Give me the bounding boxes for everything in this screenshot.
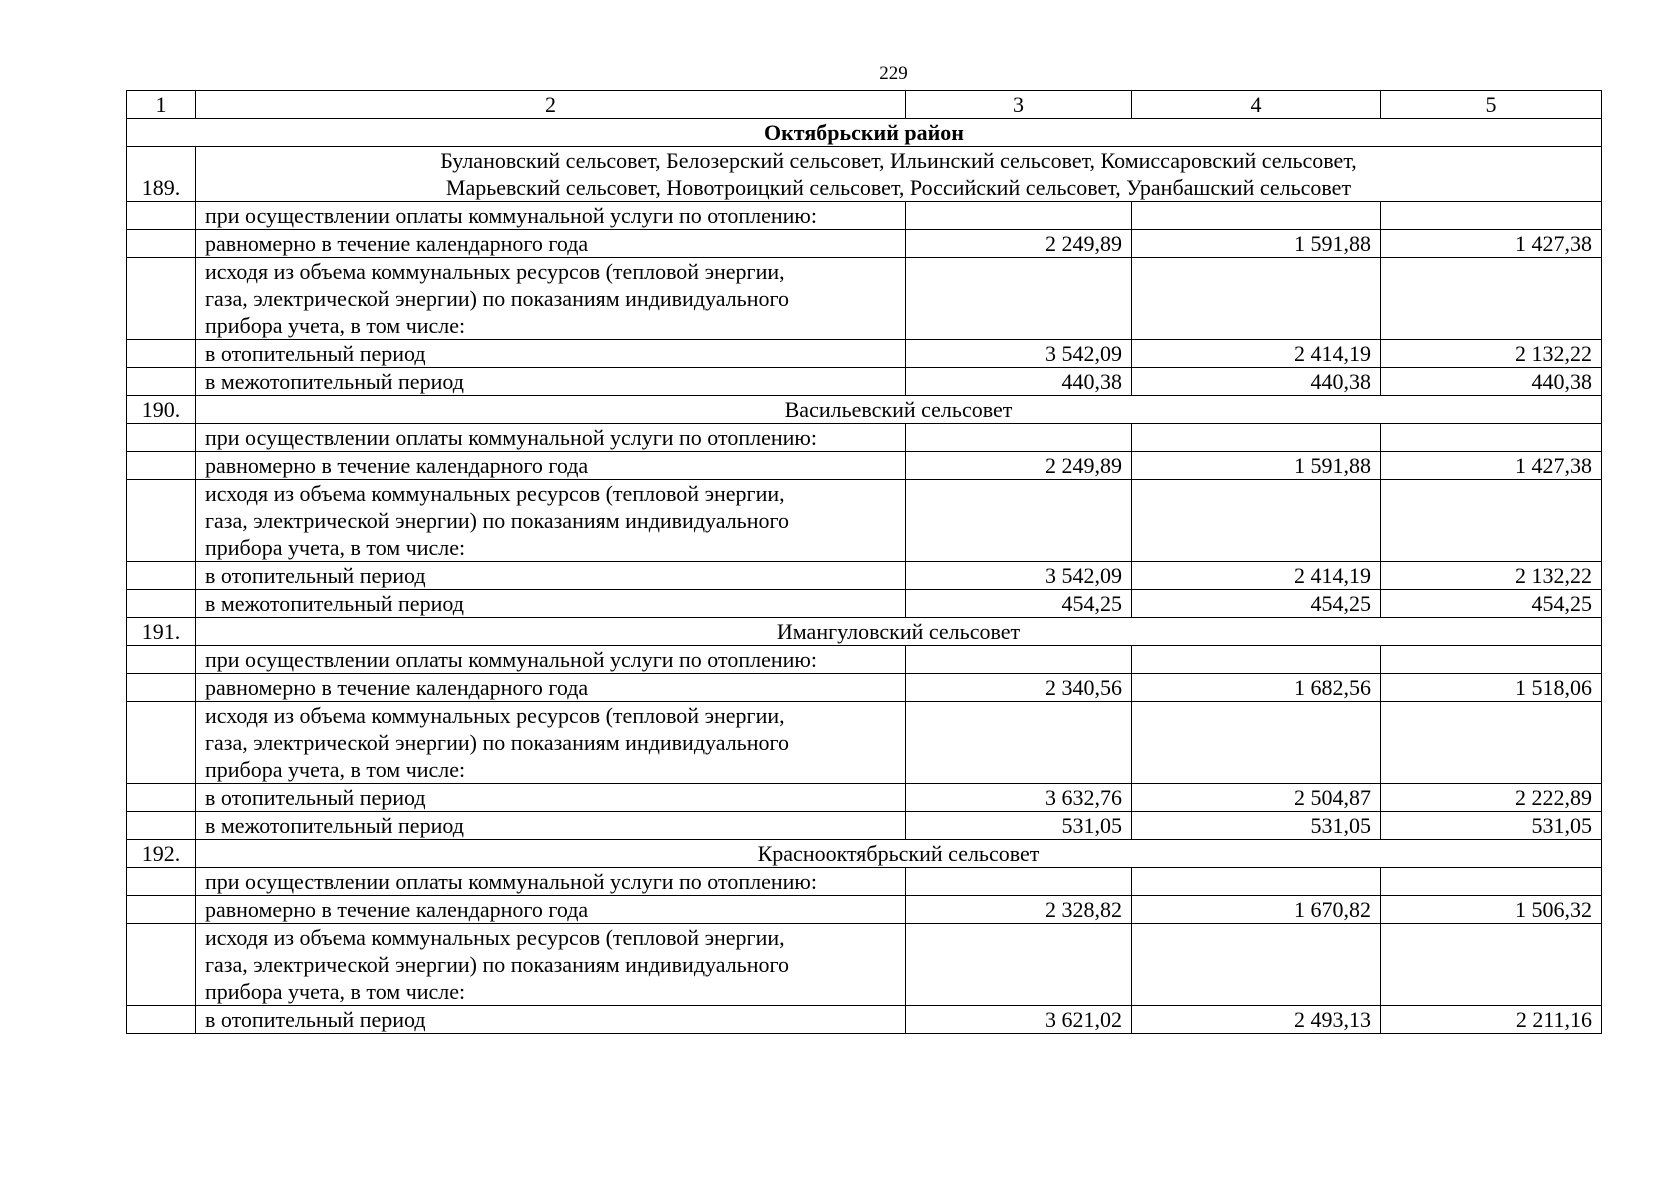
table-row [127,868,1602,896]
value-col-5: 2 132,22 [1381,562,1602,590]
value-col-5: 1 506,32 [1381,896,1602,924]
row-number-cell [127,424,196,452]
row-label: равномерно в течение календарного года [196,896,906,924]
row-number-cell [127,674,196,702]
value-col-3 [906,702,1132,784]
table-row [127,924,1602,1006]
row-label-line: прибора учета, в том числе: [205,979,466,1004]
section-title-line: Булановский сельсовет, Белозерский сельсовет, Ильинский сельсовет, Комиссаровский сельсовет, [440,148,1357,173]
row-number-cell [127,452,196,480]
value-col-5 [1381,924,1602,1006]
section-number: 191. [127,618,196,646]
value-col-5 [1381,702,1602,784]
value-col-4: 440,38 [1132,368,1381,396]
row-label-line: газа, электрической энергии) по показаниям индивидуального [205,952,789,977]
value-col-5: 531,05 [1381,812,1602,840]
section-title [196,147,1602,202]
column-header-2: 2 [196,91,906,119]
value-col-5: 2 132,22 [1381,340,1602,368]
section-title-line: Краснооктябрьский сельсовет [757,841,1040,866]
row-label: в отопительный период [196,562,906,590]
row-label-line: исходя из объема коммунальных ресурсов (тепловой энергии, [205,925,785,950]
row-label: в отопительный период [196,340,906,368]
value-col-4 [1132,480,1381,562]
value-col-3 [906,424,1132,452]
row-label: в отопительный период [196,784,906,812]
table-row [127,202,1602,230]
section-number: 190. [127,396,196,424]
value-col-4 [1132,258,1381,340]
row-number-cell [127,480,196,562]
value-col-5: 454,25 [1381,590,1602,618]
column-header-row [127,91,1602,119]
tariff-table [126,90,1602,1034]
table-row [127,1006,1602,1034]
value-col-3: 3 621,02 [906,1006,1132,1034]
value-col-3: 2 328,82 [906,896,1132,924]
section-title-row [127,840,1602,868]
row-number-cell [127,1006,196,1034]
table-row [127,896,1602,924]
row-number-cell [127,812,196,840]
value-col-4: 1 591,88 [1132,230,1381,258]
section-title-line: Имангуловский сельсовет [776,619,1021,644]
value-col-4 [1132,924,1381,1006]
row-label-line: газа, электрической энергии) по показаниям индивидуального [205,286,789,311]
value-col-3: 2 249,89 [906,230,1132,258]
value-col-5: 1 427,38 [1381,452,1602,480]
value-col-3 [906,868,1132,896]
row-label: равномерно в течение календарного года [196,452,906,480]
value-col-5 [1381,868,1602,896]
row-number-cell [127,202,196,230]
row-number-cell [127,868,196,896]
value-col-3: 3 632,76 [906,784,1132,812]
value-col-3: 2 340,56 [906,674,1132,702]
table-row [127,784,1602,812]
row-label-line: прибора учета, в том числе: [205,535,466,560]
value-col-4: 454,25 [1132,590,1381,618]
section-title [196,618,1602,646]
row-number-cell [127,368,196,396]
section-title-row [127,147,1602,202]
value-col-4: 2 414,19 [1132,562,1381,590]
table-row [127,368,1602,396]
district-row [127,119,1602,147]
row-label: в межотопительный период [196,368,906,396]
row-number-cell [127,590,196,618]
tariff-table-body [127,91,1602,1034]
value-col-4: 1 591,88 [1132,452,1381,480]
value-col-3 [906,480,1132,562]
row-number-cell [127,258,196,340]
row-label [196,258,906,340]
value-col-5 [1381,646,1602,674]
table-row [127,340,1602,368]
section-title-line: Марьевский сельсовет, Новотроицкий сельсовет, Российский сельсовет, Уранбашский сельсовет [445,175,1352,200]
value-col-3 [906,924,1132,1006]
value-col-4: 2 414,19 [1132,340,1381,368]
value-col-5 [1381,480,1602,562]
row-label: при осуществлении оплаты коммунальной услуги по отоплению: [196,424,906,452]
value-col-3 [906,202,1132,230]
row-label-line: газа, электрической энергии) по показаниям индивидуального [205,508,789,533]
row-number-cell [127,562,196,590]
value-col-4: 1 682,56 [1132,674,1381,702]
row-number-cell [127,924,196,1006]
value-col-3: 531,05 [906,812,1132,840]
district-title: Октябрьский район [127,119,1602,147]
row-label: при осуществлении оплаты коммунальной услуги по отоплению: [196,646,906,674]
row-label-line: исходя из объема коммунальных ресурсов (тепловой энергии, [205,481,785,506]
row-label [196,924,906,1006]
value-col-3 [906,646,1132,674]
table-row [127,258,1602,340]
value-col-5: 1 427,38 [1381,230,1602,258]
table-row [127,452,1602,480]
row-label-line: прибора учета, в том числе: [205,757,466,782]
row-number-cell [127,702,196,784]
value-col-3: 3 542,09 [906,340,1132,368]
table-row [127,424,1602,452]
value-col-4: 2 493,13 [1132,1006,1381,1034]
value-col-4: 1 670,82 [1132,896,1381,924]
row-label: при осуществлении оплаты коммунальной услуги по отоплению: [196,202,906,230]
row-label: равномерно в течение календарного года [196,674,906,702]
table-row [127,674,1602,702]
section-title-line: Васильевский сельсовет [784,397,1013,422]
row-label-line: исходя из объема коммунальных ресурсов (тепловой энергии, [205,703,785,728]
column-header-3: 3 [906,91,1132,119]
page-number: 229 [879,63,908,84]
table-row [127,230,1602,258]
row-label: в межотопительный период [196,590,906,618]
column-header-1: 1 [127,91,196,119]
row-number-cell [127,340,196,368]
row-label: в межотопительный период [196,812,906,840]
row-number-cell [127,230,196,258]
table-row [127,590,1602,618]
table-row [127,562,1602,590]
section-title [196,396,1602,424]
value-col-3: 454,25 [906,590,1132,618]
value-col-5 [1381,424,1602,452]
section-number: 189. [127,147,196,202]
value-col-5: 1 518,06 [1381,674,1602,702]
value-col-5 [1381,202,1602,230]
table-row [127,702,1602,784]
value-col-4 [1132,424,1381,452]
row-label-line: газа, электрической энергии) по показаниям индивидуального [205,730,789,755]
value-col-3: 3 542,09 [906,562,1132,590]
row-label [196,480,906,562]
table-row [127,812,1602,840]
value-col-5: 440,38 [1381,368,1602,396]
row-number-cell [127,784,196,812]
value-col-4 [1132,868,1381,896]
value-col-4: 2 504,87 [1132,784,1381,812]
value-col-5: 2 222,89 [1381,784,1602,812]
row-label-line: исходя из объема коммунальных ресурсов (тепловой энергии, [205,259,785,284]
row-label: в отопительный период [196,1006,906,1034]
value-col-3 [906,258,1132,340]
row-label [196,702,906,784]
table-row [127,646,1602,674]
value-col-5 [1381,258,1602,340]
value-col-3: 440,38 [906,368,1132,396]
value-col-4: 531,05 [1132,812,1381,840]
column-header-4: 4 [1132,91,1381,119]
value-col-4 [1132,702,1381,784]
row-label-line: прибора учета, в том числе: [205,313,466,338]
row-label: равномерно в течение календарного года [196,230,906,258]
table-row [127,480,1602,562]
row-number-cell [127,646,196,674]
row-label: при осуществлении оплаты коммунальной услуги по отоплению: [196,868,906,896]
value-col-4 [1132,202,1381,230]
value-col-4 [1132,646,1381,674]
section-title-row [127,396,1602,424]
value-col-3: 2 249,89 [906,452,1132,480]
value-col-5: 2 211,16 [1381,1006,1602,1034]
column-header-5: 5 [1381,91,1602,119]
row-number-cell [127,896,196,924]
section-title [196,840,1602,868]
section-number: 192. [127,840,196,868]
section-title-row [127,618,1602,646]
